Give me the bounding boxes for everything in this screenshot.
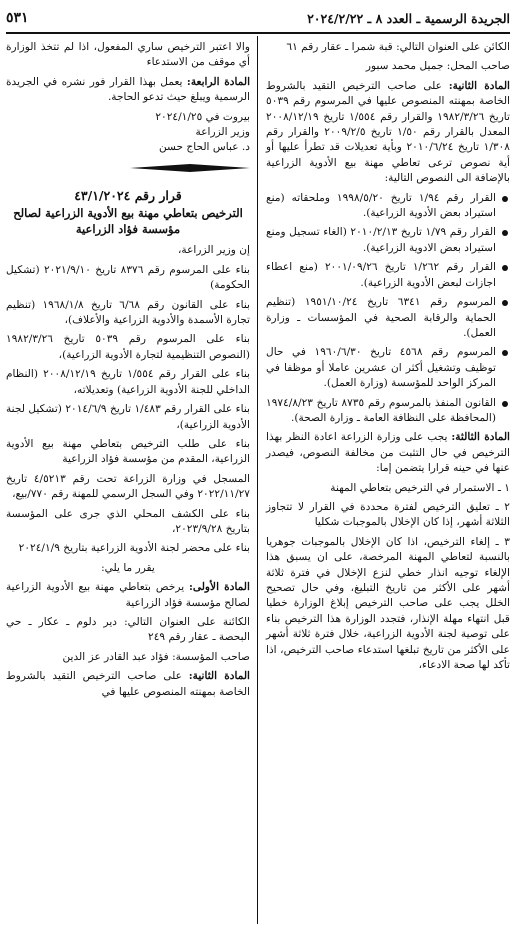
list-item: المرسوم رقم ٤٥٦٨ تاريخ ١٩٦٠/٦/٣٠ في حال توظيف وتشغيل أكثر ان عشرين عاملا أو موظفا في المركز الواحد للمؤسسة (وزارة العمل).: [266, 345, 496, 391]
article-label: المادة الأولى:: [188, 581, 250, 594]
article-text: على صاحب الترخيص التقيد بالشروط الخاصة بمهنته المنصوص عليها في: [6, 670, 250, 698]
page-number: ٥٣١: [6, 10, 29, 26]
article-label: المادة الثانية:: [188, 670, 250, 683]
address-line: الكائنة على العنوان التالي: دير دلوم ـ عكار ـ حي البحصة ـ عقار رقم ٢٤٩: [6, 615, 250, 644]
list-item: المرسوم رقم ٦٣٤١ تاريخ ١٩٥١/١٠/٢٤ (تنظيم الحماية والرقابة الصحية في المؤسسات ـ وزارة العمل).: [266, 295, 496, 341]
preamble-clause: المسجل في وزارة الزراعة تحت رقم ٤/٥٢١٣ تاريخ ٢٠٢٢/١١/٢٧ وفي السجل الرسمي للمهنة رقم ٧٧٠/بيع،: [6, 472, 251, 501]
preamble-clause: بناء على القرار رقم ١/٤٨٣ تاريخ ٢٠١٤/٦/٩ (تشكيل لجنة الأدوية الزراعية)،: [6, 403, 250, 431]
preamble-clause: بناء على القانون رقم ٦/٦٨ تاريخ ١٩٦٨/١/٨ (تنظيم تجارة الأسمدة والأدوية الزراعية والأعلاف)،: [6, 298, 250, 327]
owner-line: صاحب المحل: جميل محمد سبور: [365, 60, 510, 73]
option-3: ٣ ـ إلغاء الترخيص، اذا كان الإخلال بالموجبات جوهريا بالنسبة لتعاطي المهنة المرخصة، على ان يسبق هذا الإلغاء توجيه انذار خطي لنزع الإخلال في فترة ثلاثة أشهر على الأكثر من تاريخ التبليغ، وفي حال تصحيح الخلل يجب على صاحب الترخيص إبلاغ الوزارة خطيا قبل انتهاء مهلة الإنذار، فتجدد الوزارة هذا الترخيص بناء على توصية لجنة الأدوية الزراعية، خلال فترة ثلاثة أشهر على الأكثر من تاريخ تبلغها استدعاء صاحب الترخيص، اذا تأكد لها صحة الادعاء،: [266, 535, 510, 672]
article-label: المادة الثالثة:: [451, 431, 511, 444]
article-text: يعمل بهذا القرار فور نشره في الجريدة الرسمية ويبلغ حيث تدعو الحاجة.: [6, 75, 250, 104]
sign-title: وزير الزراعة: [195, 125, 250, 138]
list-item: القرار رقم ١/٢٦٢ تاريخ ٢٠٠١/٠٩/٢٦ (منع اعطاء اجازات لبعض الأدوية الزراعية).: [266, 260, 496, 291]
list-item: القرار رقم ١/٩٤ تاريخ ١٩٩٨/٥/٢٠ وملحقاته (منع استيراد بعض الأدوية الزراعية).: [266, 191, 496, 222]
sign-place-date: بيروت في ٢٠٢٤/١/٢٥: [155, 110, 250, 123]
preamble-clause: بناء على محضر لجنة الأدوية الزراعية بتاريخ ٢٠٢٤/١/٩: [18, 542, 250, 555]
page-header: [6, 6, 510, 30]
signature-block: [6, 110, 250, 155]
option-1: ١ ـ الاستمرار في الترخيص بتعاطي المهنة: [330, 481, 510, 494]
decision-title: قرار رقم ٤٣/١/٢٠٢٤: [74, 188, 182, 204]
article-label: المادة الرابعة:: [186, 75, 251, 88]
header-rule: [6, 32, 510, 34]
article-text: على صاحب الترخيص التقيد بالشروط الخاصة بمهنته المنصوص عليها في المرسوم رقم ٥٠٣٩ تاريخ ١٩٨٢/٣/٢٦ والقرار رقم ١/٥٥٤ تاريخ ٢٠٠٨/١٢/١٩ المعدل بالقرار رقم ١/٥٠ تاريخ ٢٠٠٩/٢/٥ والقرار رقم ١/٣٠٨ تاريخ ٢٠١٠/٦/٢٤ وبأية تعديلات قد تطرأ عليها أو أية نصوص ترعى تعاطي مهنة بيع الأدوية الزراعية بالإضافة الى النصوص التالية:: [266, 79, 510, 185]
preamble-clause: بناء على المرسوم رقم ٨٣٧٦ تاريخ ٢٠٢١/٩/١٠ (تشكيل الحكومة): [6, 263, 250, 292]
article-label: المادة الثانية:: [448, 79, 510, 92]
preamble-clause: بناء على القرار رقم ١/٥٥٤ تاريخ ٢٠٠٨/١٢/١٩ (النظام الداخلي للجنة الأدوية الزراعية) وتعديلاته،: [6, 368, 250, 396]
list-item: القرار رقم ١/٧٩ تاريخ ٢٠١٠/٢/١٣ (الغاء تسجيل ومنع استيراد بعض الادوية الزراعية).: [266, 225, 496, 256]
article-3: [266, 430, 510, 476]
preamble-clause: بناء على المرسوم رقم ٥٠٣٩ تاريخ ١٩٨٢/٣/٢٦ (النصوص التنظيمية لتجارة الأدوية الزراعية)،: [6, 333, 250, 361]
continuation-text: والا اعتبر الترخيص ساري المفعول، اذا لم تتخذ الوزارة أي موقف من الاستدعاء: [6, 41, 250, 69]
section-divider: [130, 163, 250, 173]
preamble-intro: إن وزير الزراعة،: [178, 244, 250, 257]
decision-subject: الترخيص بتعاطي مهنة بيع الأدوية الزراعية لصالح مؤسسة فؤاد الزراعية: [13, 206, 243, 237]
decides-line: يقرر ما يلي:: [101, 561, 155, 574]
owner-line: صاحب المؤسسة: فؤاد عبد القادر عز الدين: [62, 650, 250, 663]
article-2: [266, 79, 510, 187]
article-2: [6, 669, 250, 700]
preamble-clause: بناء على الكشف المحلي الذي جرى على المؤسسة بتاريخ ٢٠٢٣/٩/٢٨،: [6, 507, 250, 535]
address-line: الكائن على العنوان التالي: قبة شمرا ـ عقار رقم ٦١: [286, 41, 510, 53]
article-1: [6, 580, 250, 611]
article-text: يرخص بتعاطي مهنة بيع الأدوية الزراعية لصالح مؤسسة فؤاد الزراعية: [6, 581, 250, 609]
publication-info: الجريدة الرسمية ـ العدد ٨ ـ ٢٠٢٤/٢/٢٢: [307, 10, 510, 26]
option-2: ٢ ـ تعليق الترخيص لفترة محددة في القرار لا تتجاوز الثلاثة أشهر، إذا كان الإخلال بالموجبات شكليا: [266, 500, 510, 529]
regulations-list: [266, 191, 510, 427]
article-4: [6, 75, 250, 106]
column-divider: [257, 36, 258, 924]
list-item: القانون المنفذ بالمرسوم رقم ٨٧٣٥ تاريخ ١٩٧٤/٨/٢٣ (المحافظة على النظافة العامة ـ وزارة الصحة).: [266, 396, 496, 427]
left-column: [6, 40, 250, 704]
right-column: [266, 40, 510, 677]
sign-name: د. عباس الحاج حسن: [158, 140, 250, 153]
preamble-clause: بناء على طلب الترخيص بتعاطي مهنة بيع الأدوية الزراعية، المقدم من مؤسسة فؤاد الزراعية: [6, 437, 250, 466]
article-text: يجب على وزارة الزراعة اعادة النظر بهذا الترخيص في حال التثبت من مخالفة النصوص، فيصدر عنها في حينه قرارا يتضمن إما:: [266, 431, 510, 475]
